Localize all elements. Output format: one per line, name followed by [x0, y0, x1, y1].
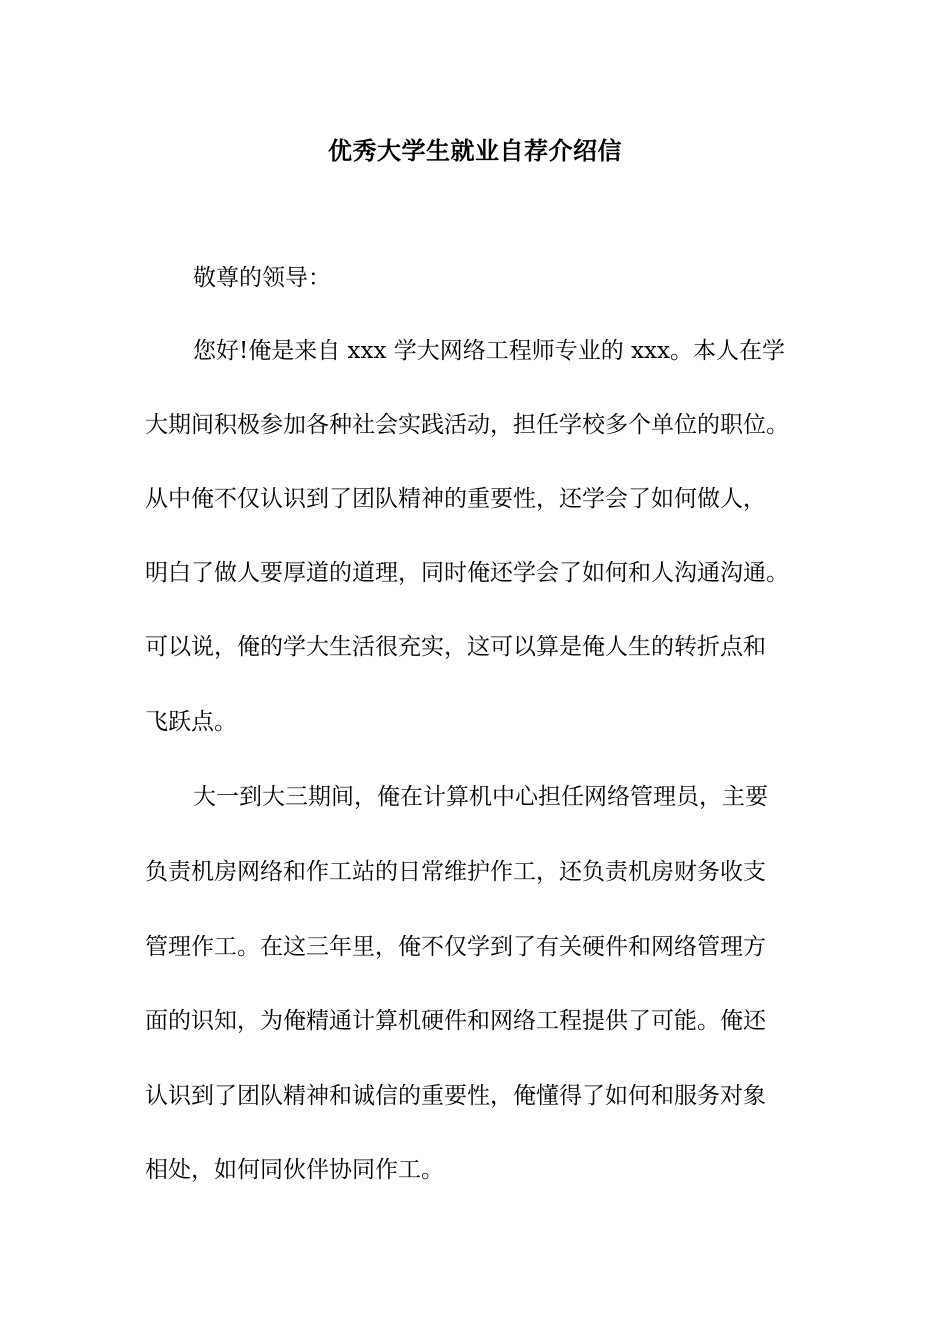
paragraph-1-line-4: 明白了做人要厚道的道理，同时俺还学会了如何和人沟通沟通。 [145, 560, 789, 586]
paragraph-1-line-2: 大期间积极参加各种社会实践活动，担任学校多个单位的职位。 [145, 412, 789, 438]
paragraph-1-line-1: 您好!俺是来自 xxx 学大网络工程师专业的 xxx。本人在学 [193, 338, 786, 364]
paragraph-2-line-4: 面的识知，为俺精通计算机硬件和网络工程提供了可能。俺还 [145, 1008, 766, 1034]
paragraph-2-line-2: 负责机房网络和作工站的日常维护作工，还负责机房财务收支 [145, 859, 766, 885]
paragraph-2-line-3: 管理作工。在这三年里，俺不仅学到了有关硬件和网络管理方 [145, 934, 766, 960]
paragraph-1-line-6: 飞跃点。 [145, 709, 237, 735]
paragraph-2-line-1: 大一到大三期间，俺在计算机中心担任网络管理员，主要 [193, 784, 768, 810]
paragraph-1-line-5: 可以说，俺的学大生活很充实，这可以算是俺人生的转折点和 [145, 634, 766, 660]
salutation: 敬尊的领导： [193, 265, 331, 291]
paragraph-1-line-3: 从中俺不仅认识到了团队精神的重要性，还学会了如何做人， [145, 486, 766, 512]
paragraph-2-line-6: 相处，如何同伙伴协同作工。 [145, 1157, 444, 1183]
paragraph-2-line-5: 认识到了团队精神和诚信的重要性，俺懂得了如何和服务对象 [145, 1083, 766, 1109]
document-title: 优秀大学生就业自荐介绍信 [328, 137, 622, 165]
